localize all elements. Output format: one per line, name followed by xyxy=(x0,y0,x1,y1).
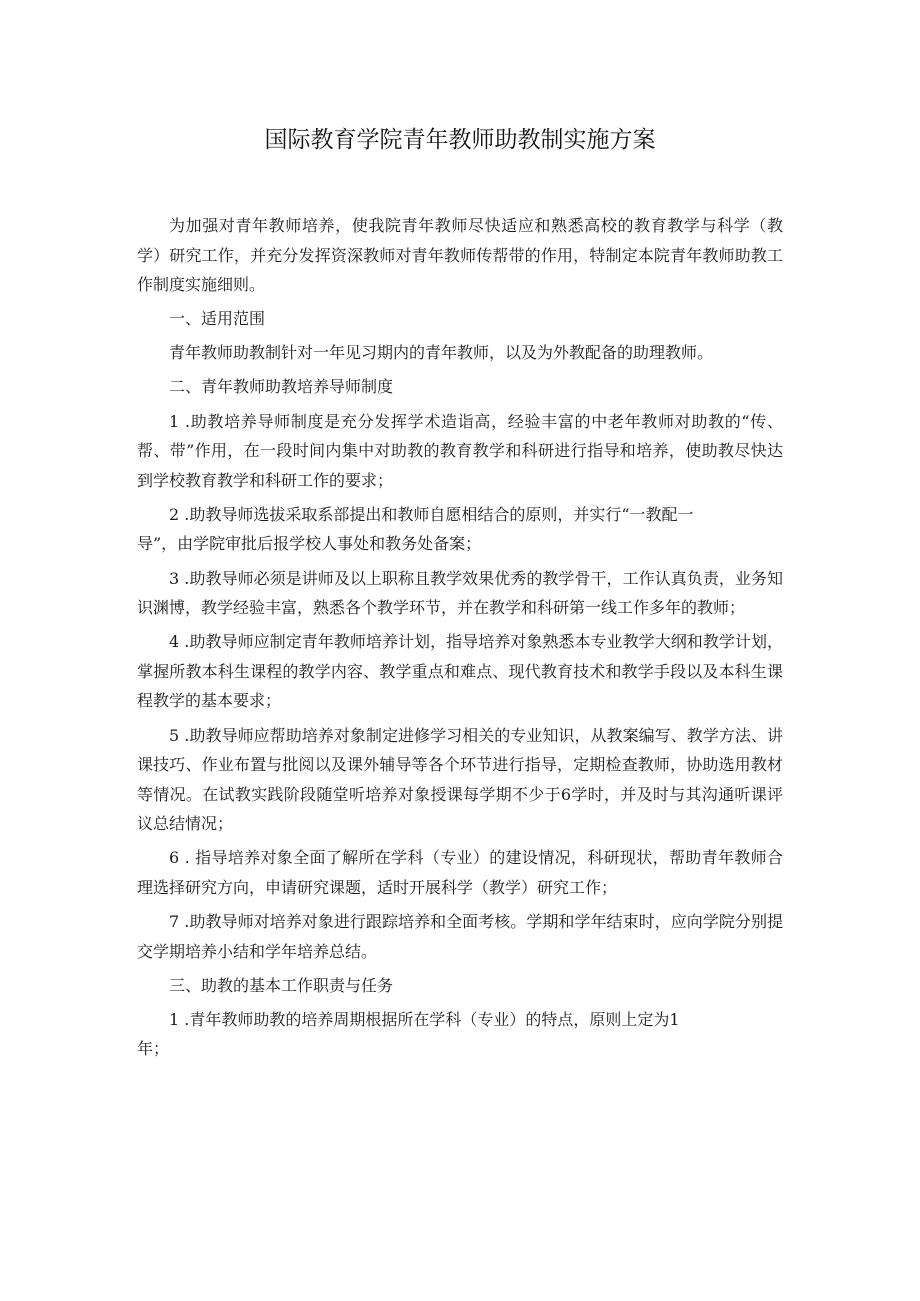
duties-item-1-line-2: 年； xyxy=(137,1039,170,1059)
section-heading-scope: 一、适用范围 xyxy=(169,309,266,329)
mentor-item-1: 1 .助教培养导师制度是充分发挥学术造诣高，经验丰富的中老年教师对助教的“传、帮、带”作用，在一段时间内集中对助教的教育教学和科研进行指导和培养，使助教尽快达到学校教育教学和科研工作的要求； xyxy=(137,411,783,490)
scope-paragraph: 青年教师助教制针对一年见习期内的青年教师，以及为外教配备的助理教师。 xyxy=(169,343,714,363)
section-heading-duties: 三、助教的基本工作职责与任务 xyxy=(169,975,394,995)
mentor-item-7: 7 .助教导师对培养对象进行跟踪培养和全面考核。学期和学年结束时，应向学院分别提交学期培养小结和学年培养总结。 xyxy=(137,912,783,961)
duties-item-1-line-1: 1 .青年教师助教的培养周期根据所在学科（专业）的特点，原则上定为1 xyxy=(169,1009,680,1029)
mentor-item-3: 3 .助教导师必须是讲师及以上职称且教学效果优秀的教学骨干，工作认真负责，业务知识渊博，教学经验丰富，熟悉各个教学环节，并在教学和科研第一线工作多年的教师； xyxy=(137,568,783,618)
mentor-item-2-line-1: 2 .助教导师选拔采取系部提出和教师自愿相结合的原则，并实行“一教配一 xyxy=(169,504,694,524)
duties-item-1 xyxy=(137,1005,783,1064)
section-heading-mentor-system: 二、青年教师助教培养导师制度 xyxy=(169,377,394,397)
mentor-item-4: 4 .助教导师应制定青年教师培养计划，指导培养对象熟悉本专业教学大纲和教学计划，掌握所教本科生课程的教学内容、教学重点和难点、现代教育技术和教学手段以及本科生课程教学的基本要求； xyxy=(137,632,783,711)
mentor-item-6: 6 . 指导培养对象全面了解所在学科（专业）的建设情况，科研现状，帮助青年教师合理选择研究方向，申请研究课题，适时开展科学（教学）研究工作； xyxy=(137,848,783,897)
document-title: 国际教育学院青年教师助教制实施方案 xyxy=(264,127,656,153)
mentor-item-5: 5 .助教导师应帮助培养对象制定进修学习相关的专业知识，从教案编写、教学方法、讲课技巧、作业布置与批阅以及课外辅导等各个环节进行指导，定期检查教师，协助选用教材等情况。在试教实践阶段随堂听培养对象授课每学期不少于6学时，并及时与其沟通听课评议总结情况； xyxy=(137,725,783,834)
document-body xyxy=(137,211,783,1069)
mentor-item-2 xyxy=(137,500,783,559)
intro-paragraph: 为加强对青年教师培养，使我院青年教师尽快适应和熟悉高校的教育教学与科学（教学）研究工作，并充分发挥资深教师对青年教师传帮带的作用，特制定本院青年教师助教工作制度实施细则。 xyxy=(137,216,783,295)
mentor-item-2-line-2: 导”，由学院审批后报学校人事处和教务处备案； xyxy=(137,534,482,554)
